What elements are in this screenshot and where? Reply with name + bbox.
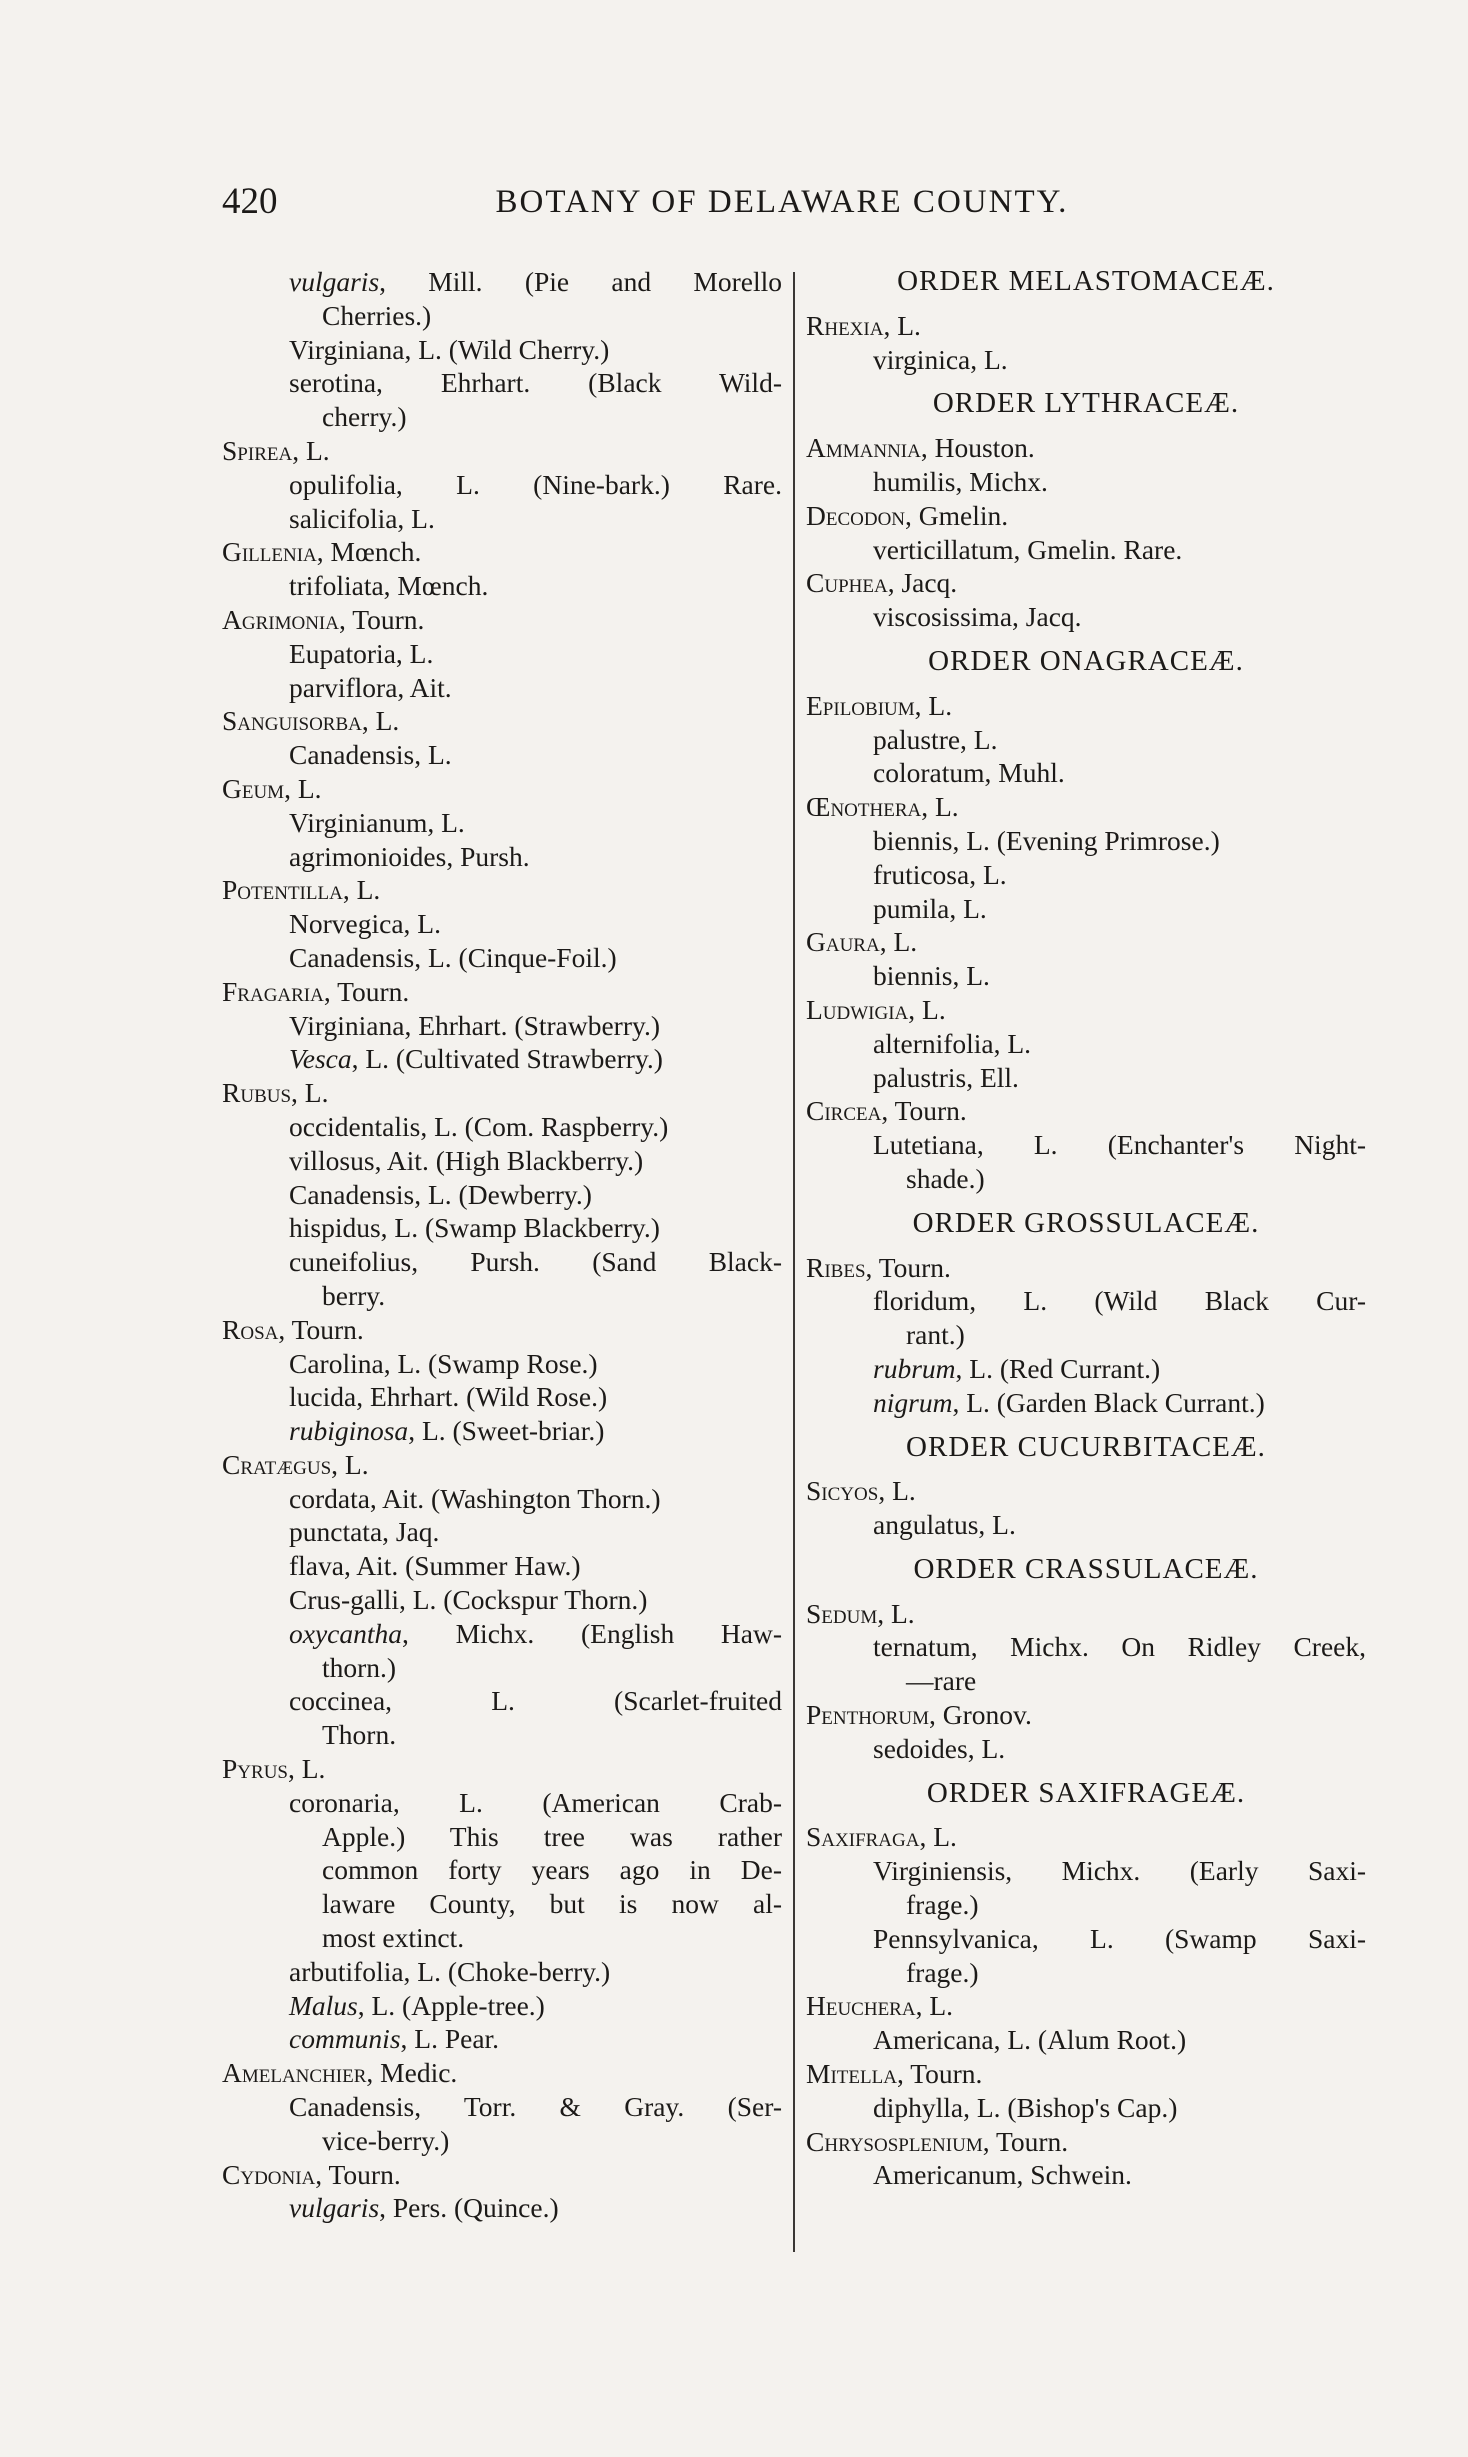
genus-entry <box>806 1989 1366 2023</box>
continuation-line <box>222 1853 782 1887</box>
genus-entry <box>806 993 1366 1027</box>
entry-text: , L. <box>915 1990 954 2022</box>
genus-entry <box>806 1597 1366 1631</box>
entry-text: occidentalis, L. (Com. Raspberry.) <box>289 1110 669 1142</box>
species-entry <box>806 465 1366 499</box>
entry-text: , Tourn. <box>896 2058 983 2090</box>
continuation-line <box>222 1921 782 1955</box>
entry-text: rant.) <box>906 1319 965 1351</box>
species-entry <box>222 1211 782 1245</box>
entry-text: Canadensis, Torr. & Gray. (Ser- <box>289 2091 782 2123</box>
entry-text: cuneifolius, Pursh. (Sand Black- <box>289 1246 782 1278</box>
species-entry <box>806 1732 1366 1766</box>
entry-text: Eupatoria, L. <box>289 637 434 669</box>
entry-text: , L. <box>878 1475 916 1507</box>
species-entry <box>222 2022 782 2056</box>
entry-text: Canadensis, L. (Dewberry.) <box>289 1178 592 1210</box>
entry-text: , Jacq. <box>887 567 958 599</box>
species-entry <box>806 2158 1366 2192</box>
entry-text: biennis, L. <box>873 960 990 992</box>
entry-text: fruticosa, L. <box>873 858 1007 890</box>
entry-text: ORDER ONAGRACEÆ. <box>928 644 1244 677</box>
entry-text: , L. <box>877 1597 915 1629</box>
entry-text: , Gmelin. <box>905 499 1009 531</box>
entry-text: Cherries.) <box>322 299 432 331</box>
entry-text: , L. <box>291 1077 329 1109</box>
genus-entry <box>806 925 1366 959</box>
entry-text: common forty years ago in De- <box>322 1854 782 1886</box>
species-entry <box>806 1061 1366 1095</box>
italic-name: oxycantha <box>289 1617 403 1649</box>
genus-entry <box>806 2125 1366 2159</box>
genus-entry <box>222 2158 782 2192</box>
order-heading <box>806 1207 1366 1241</box>
entry-text: , L. (Apple-tree.) <box>357 1989 545 2021</box>
species-entry <box>222 2191 782 2225</box>
entry-text: Carolina, L. (Swamp Rose.) <box>289 1347 598 1379</box>
entry-text: trifoliata, Mœnch. <box>289 570 489 602</box>
continuation-line <box>222 400 782 434</box>
entry-text: , L. (Sweet-briar.) <box>408 1415 605 1447</box>
italic-name: Vesca <box>289 1043 352 1075</box>
species-entry <box>806 2091 1366 2125</box>
entry-text: palustris, Ell. <box>873 1061 1019 1093</box>
entry-text: , L. <box>284 772 322 804</box>
entry-text: humilis, Michx. <box>873 465 1048 497</box>
entry-text: , L. <box>908 993 946 1025</box>
entry-text: berry. <box>322 1279 386 1311</box>
genus-name: Œnothera <box>806 791 922 823</box>
species-entry <box>806 756 1366 790</box>
entry-text: , L. <box>914 689 953 721</box>
entry-text: , L. <box>921 791 959 823</box>
species-entry <box>222 1009 782 1043</box>
entry-text: viscosissima, Jacq. <box>873 601 1082 633</box>
entry-text: ORDER CRASSULACEÆ. <box>913 1552 1259 1585</box>
genus-name: Ludwigia <box>806 993 909 1025</box>
species-entry <box>222 1583 782 1617</box>
entry-text: , L. <box>292 434 330 466</box>
entry-text: pumila, L. <box>873 892 987 924</box>
entry-text: virginica, L. <box>873 343 1008 375</box>
entry-text: diphylla, L. (Bishop's Cap.) <box>873 2091 1178 2123</box>
entry-text: coloratum, Muhl. <box>873 757 1065 789</box>
genus-name: Gaura <box>806 926 880 958</box>
species-entry <box>222 333 782 367</box>
genus-name: Circea <box>806 1095 882 1127</box>
genus-name: Ammannia <box>806 432 921 464</box>
species-entry <box>806 824 1366 858</box>
genus-entry <box>806 689 1366 723</box>
order-heading <box>806 1431 1366 1465</box>
continuation-line <box>222 1887 782 1921</box>
species-entry <box>222 1482 782 1516</box>
entry-text: ORDER MELASTOMACEÆ. <box>897 265 1275 297</box>
genus-name: Cydonia <box>222 2158 316 2190</box>
entry-text: vice-berry.) <box>322 2124 450 2156</box>
genus-entry <box>806 1474 1366 1508</box>
entry-text: palustre, L. <box>873 723 998 755</box>
species-entry <box>222 907 782 941</box>
entry-text: serotina, Ehrhart. (Black Wild- <box>289 367 782 399</box>
genus-name: Decodon <box>806 499 906 531</box>
species-entry <box>222 671 782 705</box>
species-entry <box>222 941 782 975</box>
species-entry <box>222 1989 782 2023</box>
continuation-line <box>806 1956 1366 1990</box>
page-header <box>222 180 1342 230</box>
species-entry <box>222 366 782 400</box>
entry-text: Canadensis, L. (Cinque-Foil.) <box>289 941 617 973</box>
entry-text: Virginiana, Ehrhart. (Strawberry.) <box>289 1009 660 1041</box>
continuation-line <box>222 1651 782 1685</box>
species-entry <box>806 858 1366 892</box>
entry-text: frage.) <box>906 1889 979 1921</box>
genus-name: Ribes <box>806 1251 866 1283</box>
entry-text: alternifolia, L. <box>873 1027 1032 1059</box>
continuation-line <box>222 1718 782 1752</box>
entry-text: , Tourn. <box>982 2125 1069 2157</box>
genus-entry <box>222 1076 782 1110</box>
species-entry <box>806 600 1366 634</box>
order-heading <box>806 1553 1366 1587</box>
continuation-line <box>806 1162 1366 1196</box>
entry-text: Virginiensis, Michx. (Early Saxi- <box>873 1855 1366 1887</box>
species-entry <box>222 1684 782 1718</box>
species-entry <box>222 1178 782 1212</box>
entry-text: , Michx. (English Haw- <box>402 1617 782 1649</box>
entry-text: parviflora, Ait. <box>289 671 452 703</box>
entry-text: most extinct. <box>322 1922 465 1954</box>
entry-text: Crus-galli, L. (Cockspur Thorn.) <box>289 1584 648 1616</box>
continuation-line <box>806 1318 1366 1352</box>
species-entry <box>806 723 1366 757</box>
entry-text: thorn.) <box>322 1651 397 1683</box>
entry-text: ORDER LYTHRACEÆ. <box>932 387 1240 420</box>
entry-text: , L. <box>287 1753 326 1785</box>
genus-name: Amelanchier <box>222 2057 367 2089</box>
genus-entry <box>222 2056 782 2090</box>
species-entry <box>222 840 782 874</box>
entry-text: , Tourn. <box>865 1251 951 1283</box>
genus-entry <box>222 603 782 637</box>
entry-text: cordata, Ait. (Washington Thorn.) <box>289 1482 661 1514</box>
genus-name: Cuphea <box>806 567 888 599</box>
entry-text: agrimonioides, Pursh. <box>289 840 530 872</box>
species-entry <box>222 1617 782 1651</box>
genus-entry <box>222 975 782 1009</box>
species-entry <box>806 1027 1366 1061</box>
entry-text: , Tourn. <box>338 603 425 635</box>
order-heading <box>806 645 1366 679</box>
species-entry <box>222 1549 782 1583</box>
species-entry <box>806 1854 1366 1888</box>
entry-text: punctata, Jaq. <box>289 1516 440 1548</box>
genus-name: Spirea <box>222 434 293 466</box>
species-entry <box>222 738 782 772</box>
continuation-line <box>222 2124 782 2158</box>
entry-text: opulifolia, L. (Nine-bark.) Rare. <box>289 468 782 500</box>
species-entry <box>806 533 1366 567</box>
genus-name: Rubus <box>222 1077 292 1109</box>
entry-text: coccinea, L. (Scarlet-fruited <box>289 1685 782 1717</box>
genus-entry <box>222 704 782 738</box>
entry-text: laware County, but is now al- <box>322 1888 782 1920</box>
genus-entry <box>222 1313 782 1347</box>
species-entry <box>222 1347 782 1381</box>
species-entry <box>806 2023 1366 2057</box>
entry-text: ORDER CUCURBITACEÆ. <box>906 1430 1266 1463</box>
genus-entry <box>222 535 782 569</box>
entry-text: , Tourn. <box>881 1095 967 1127</box>
species-entry <box>222 1144 782 1178</box>
italic-name: rubiginosa <box>289 1415 409 1447</box>
entry-text: frage.) <box>906 1956 979 1988</box>
species-entry <box>806 1386 1366 1420</box>
italic-name: Malus <box>289 1989 358 2021</box>
species-entry <box>806 1128 1366 1162</box>
entry-text: shade.) <box>906 1162 985 1194</box>
entry-text: Pennsylvanica, L. (Swamp Saxi- <box>873 1922 1366 1954</box>
entry-text: villosus, Ait. (High Blackberry.) <box>289 1144 644 1176</box>
genus-name: Rosa <box>222 1313 279 1345</box>
entry-text: Apple.) This tree was rather <box>322 1820 782 1852</box>
species-entry <box>222 569 782 603</box>
entry-text: , Medic. <box>366 2057 458 2089</box>
continuation-line <box>806 1664 1366 1698</box>
entry-text: Virginiana, L. (Wild Cherry.) <box>289 333 610 365</box>
entry-text: Lutetiana, L. (Enchanter's Night- <box>873 1129 1366 1161</box>
continuation-line <box>222 1820 782 1854</box>
entry-text: Thorn. <box>322 1719 397 1751</box>
genus-entry <box>222 434 782 468</box>
page-number: 420 <box>222 181 278 222</box>
species-entry <box>222 1042 782 1076</box>
entry-text: hispidus, L. (Swamp Blackberry.) <box>289 1212 660 1244</box>
entry-text: , Tourn. <box>315 2158 401 2190</box>
genus-name: Saxifraga <box>806 1821 920 1853</box>
species-entry <box>222 806 782 840</box>
genus-entry <box>806 1698 1366 1732</box>
entry-text: , Houston. <box>920 432 1035 464</box>
genus-name: Agrimonia <box>222 603 339 635</box>
entry-text: ternatum, Michx. On Ridley Creek, <box>873 1631 1366 1663</box>
continuation-line <box>222 299 782 333</box>
entry-text: , L. (Cultivated Strawberry.) <box>351 1043 663 1075</box>
species-entry <box>222 2090 782 2124</box>
genus-name: Chrysosplenium <box>806 2125 983 2157</box>
order-heading <box>806 387 1366 421</box>
species-entry <box>222 1380 782 1414</box>
genus-entry <box>222 1448 782 1482</box>
genus-name: Epilobium <box>806 689 915 721</box>
genus-entry <box>222 873 782 907</box>
species-entry <box>222 637 782 671</box>
species-entry <box>222 1786 782 1820</box>
species-entry <box>222 1414 782 1448</box>
genus-entry <box>806 1094 1366 1128</box>
species-entry <box>222 1955 782 1989</box>
genus-entry <box>806 431 1366 465</box>
entry-text: , L. <box>883 309 921 341</box>
species-entry <box>806 1630 1366 1664</box>
genus-name: Gillenia <box>222 536 317 568</box>
entry-text: , L. Pear. <box>400 2023 500 2055</box>
entry-text: , L. <box>342 874 381 906</box>
entry-text: , L. (Red Currant.) <box>955 1352 1161 1384</box>
genus-name: Sedum <box>806 1597 878 1629</box>
entry-text: verticillatum, Gmelin. Rare. <box>873 533 1183 565</box>
species-entry <box>806 1922 1366 1956</box>
entry-text: Norvegica, L. <box>289 908 441 940</box>
genus-entry <box>222 1752 782 1786</box>
italic-name: nigrum <box>873 1386 953 1418</box>
genus-entry <box>806 790 1366 824</box>
species-entry <box>806 1352 1366 1386</box>
entry-text: , Mœnch. <box>316 536 422 568</box>
entry-text: cherry.) <box>322 401 407 433</box>
entry-text: , Pers. (Quince.) <box>379 2192 559 2224</box>
entry-text: , L. (Garden Black Currant.) <box>952 1386 1265 1418</box>
entry-text: , L. <box>361 705 400 737</box>
species-entry <box>806 959 1366 993</box>
species-entry <box>806 892 1366 926</box>
genus-entry <box>806 1820 1366 1854</box>
continuation-line <box>222 1279 782 1313</box>
entry-text: , L. <box>331 1448 369 1480</box>
entry-text: floridum, L. (Wild Black Cur- <box>873 1285 1366 1317</box>
left-column <box>222 265 782 2225</box>
genus-name: Sanguisorba <box>222 705 362 737</box>
continuation-line <box>806 1888 1366 1922</box>
entry-text: ORDER GROSSULACEÆ. <box>912 1206 1260 1239</box>
entry-text: —rare <box>906 1665 977 1697</box>
italic-name: communis <box>289 2023 401 2055</box>
species-entry <box>222 265 782 299</box>
entry-text: coronaria, L. (American Crab- <box>289 1786 782 1818</box>
species-entry <box>222 502 782 536</box>
genus-name: Heuchera <box>806 1990 916 2022</box>
entry-text: flava, Ait. (Summer Haw.) <box>289 1550 581 1582</box>
genus-entry <box>806 499 1366 533</box>
entry-text: sedoides, L. <box>873 1732 1006 1764</box>
genus-name: Rhexia <box>806 309 884 341</box>
entry-text: lucida, Ehrhart. (Wild Rose.) <box>289 1381 608 1413</box>
species-entry <box>806 1508 1366 1542</box>
genus-name: Potentilla <box>222 874 343 906</box>
entry-text: salicifolia, L. <box>289 502 435 534</box>
entry-text: angulatus, L. <box>873 1509 1016 1541</box>
species-entry <box>222 1110 782 1144</box>
running-title: BOTANY OF DELAWARE COUNTY. <box>495 184 1069 220</box>
right-column <box>806 265 1366 2192</box>
species-entry <box>222 1515 782 1549</box>
entry-text: Americanum, Schwein. <box>873 2159 1132 2191</box>
genus-name: Geum <box>222 772 285 804</box>
entry-text: ORDER SAXIFRAGEÆ. <box>926 1776 1246 1809</box>
italic-name: rubrum <box>873 1352 956 1384</box>
genus-name: Fragaria <box>222 975 324 1007</box>
genus-name: Sicyos <box>806 1475 879 1507</box>
genus-entry <box>806 2057 1366 2091</box>
genus-entry <box>806 566 1366 600</box>
entry-text: Virginianum, L. <box>289 806 465 838</box>
genus-name: Mitella <box>806 2058 897 2090</box>
entry-text: , Tourn. <box>323 975 410 1007</box>
entry-text: Americana, L. (Alum Root.) <box>873 2024 1187 2056</box>
entry-text: biennis, L. (Evening Primrose.) <box>873 824 1220 856</box>
species-entry <box>222 468 782 502</box>
entry-text: , Gronov. <box>928 1699 1032 1731</box>
genus-name: Penthorum <box>806 1699 929 1731</box>
italic-name: vulgaris <box>289 266 380 297</box>
entry-text: arbutifolia, L. (Choke-berry.) <box>289 1955 611 1987</box>
order-heading <box>806 1777 1366 1811</box>
italic-name: vulgaris <box>289 2192 380 2224</box>
genus-name: Pyrus <box>222 1753 288 1785</box>
order-heading <box>806 265 1366 299</box>
species-entry <box>806 343 1366 377</box>
genus-name: Cratægus <box>222 1448 332 1480</box>
genus-entry <box>806 309 1366 343</box>
column-divider <box>793 272 795 2252</box>
entry-text: Canadensis, L. <box>289 739 452 771</box>
entry-text: , L. <box>879 926 918 958</box>
entry-text: , L. <box>919 1821 957 1853</box>
genus-entry <box>222 772 782 806</box>
genus-entry <box>806 1251 1366 1285</box>
entry-text: , Tourn. <box>278 1313 364 1345</box>
entry-text: , Mill. (Pie and Morello <box>379 266 782 297</box>
species-entry <box>222 1245 782 1279</box>
species-entry <box>806 1284 1366 1318</box>
